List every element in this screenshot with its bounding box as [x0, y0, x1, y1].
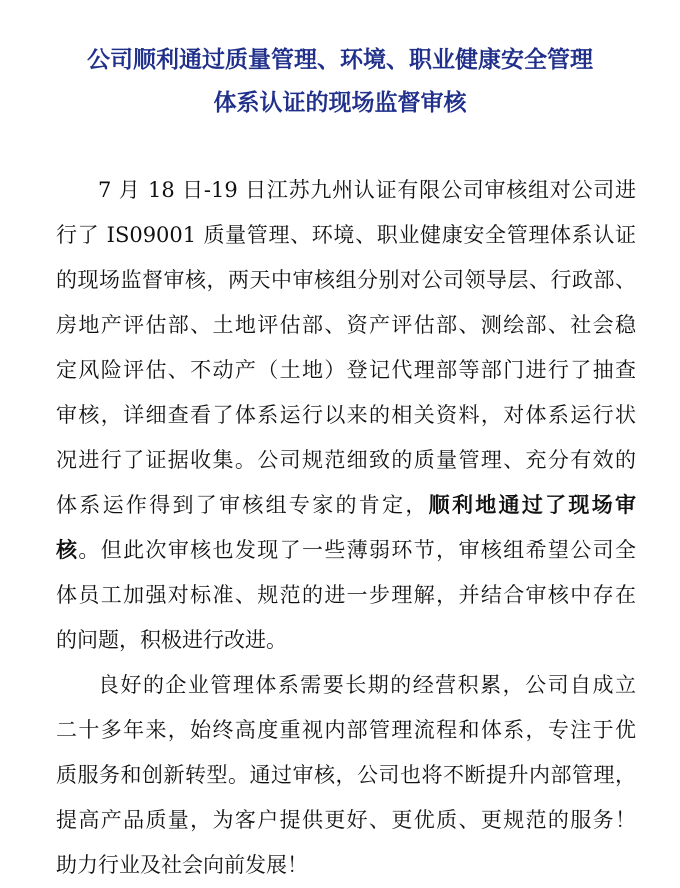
p1-line-2: 行了 IS09001 质量管理、环境、职业健康安全管理体系认证	[56, 223, 636, 247]
title-line-1: 公司顺利通过质量管理、环境、职业健康安全管理	[87, 47, 593, 73]
p2-line-1: 良好的企业管理体系需要长期的经营积累，公司自成立	[98, 673, 636, 697]
p1-line-8	[56, 491, 636, 519]
p2-line-3: 质服务和创新转型。通过审核，公司也将不断提升内部管理，	[56, 763, 636, 787]
p2-line-4: 提高产品质量，为客户提供更好、更优质、更规范的服务！	[56, 808, 636, 832]
p1-line-9	[56, 536, 636, 564]
p1-line-8-emphasis: 顺利地通过了现场审	[428, 493, 637, 517]
p1-line-8-text: 体系运作得到了审核组专家的肯定，	[56, 493, 429, 517]
p1-line-6: 审核，详细查看了体系运行以来的相关资料，对体系运行状	[56, 403, 636, 427]
p1-line-10: 体员工加强对标准、规范的进一步理解，并结合审核中存在	[56, 583, 636, 607]
p2-line-2: 二十多年来，始终高度重视内部管理流程和体系，专注于优	[56, 718, 636, 742]
p1-line-7: 况进行了证据收集。公司规范细致的质量管理、充分有效的	[56, 448, 636, 472]
p1-line-5: 定风险评估、不动产（土地）登记代理部等部门进行了抽查	[56, 358, 636, 382]
p1-line-3: 的现场监督审核，两天中审核组分别对公司领导层、行政部、	[56, 268, 636, 292]
p1-line-4: 房地产评估部、土地评估部、资产评估部、测绘部、社会稳	[56, 313, 636, 337]
p1-line-11: 的问题，积极进行改进。	[56, 628, 287, 652]
title-line-2: 体系认证的现场监督审核	[213, 90, 467, 116]
p1-line-1: 7 月 18 日-19 日江苏九州认证有限公司审核组对公司进	[98, 178, 636, 202]
p1-line-9-text: 。但此次审核也发现了一些薄弱环节，审核组希望公司全	[78, 538, 637, 562]
p1-line-9-emphasis: 核	[56, 538, 79, 562]
p2-line-5: 助力行业及社会向前发展！	[56, 853, 308, 877]
